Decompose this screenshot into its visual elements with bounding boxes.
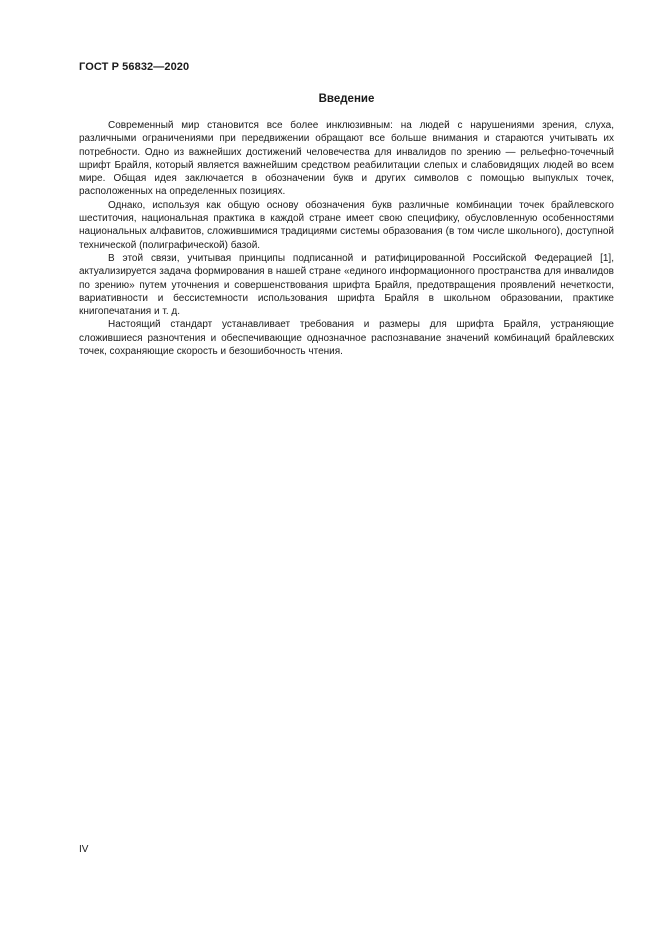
page-number: IV [79,844,89,855]
paragraph-1: Современный мир становится все более инклюзивным: на людей с нарушениями зрения, слуха, различными ограничениями при передвижении обращают все больше внимания и стараются учитывать их потребности. Одно из важнейших достижений человечества для инвалидов по зрению — рельефно-точечный шрифт Брайля, который является важнейшим средством реабилитации слепых и слабовидящих людей во всем мире. Общая идея заключается в обозначении букв и других символов с помощью выпуклых точек, расположенных на определенных позициях. [79,120,614,198]
paragraph-3: В этой связи, учитывая принципы подписанной и ратифицированной Российской Федерацией [1], актуализируется задача формирования в нашей стране «единого информационного пространства для инвалидов по зрению» путем уточнения и совершенствования шрифта Брайля, предотвращения проявлений нечеткости, вариативности и бессистемности использования шрифта Брайля в школьном образовании, практике книгопечатания и т. д. [79,252,614,318]
document-header: ГОСТ Р 56832—2020 [79,61,190,73]
paragraph-2: Однако, используя как общую основу обозначения букв различные комбинации точек брайлевского шеститочия, национальная практика в каждой стране имеет свою специфику, обусловленную особенностями национальных алфавитов, сложившимися традициями системы образования (в том числе школьного), доступной технической (полиграфической) базой. [79,199,614,251]
section-title: Введение [318,93,375,105]
paragraph-4: Настоящий стандарт устанавливает требования и размеры для шрифта Брайля, устраняющие сложившиеся разночтения и обеспечивающие однозначное распознавание значений комбинаций брайлевских точек, сохраняющие скорость и безошибочность чтения. [79,319,614,358]
body-text [79,119,614,358]
